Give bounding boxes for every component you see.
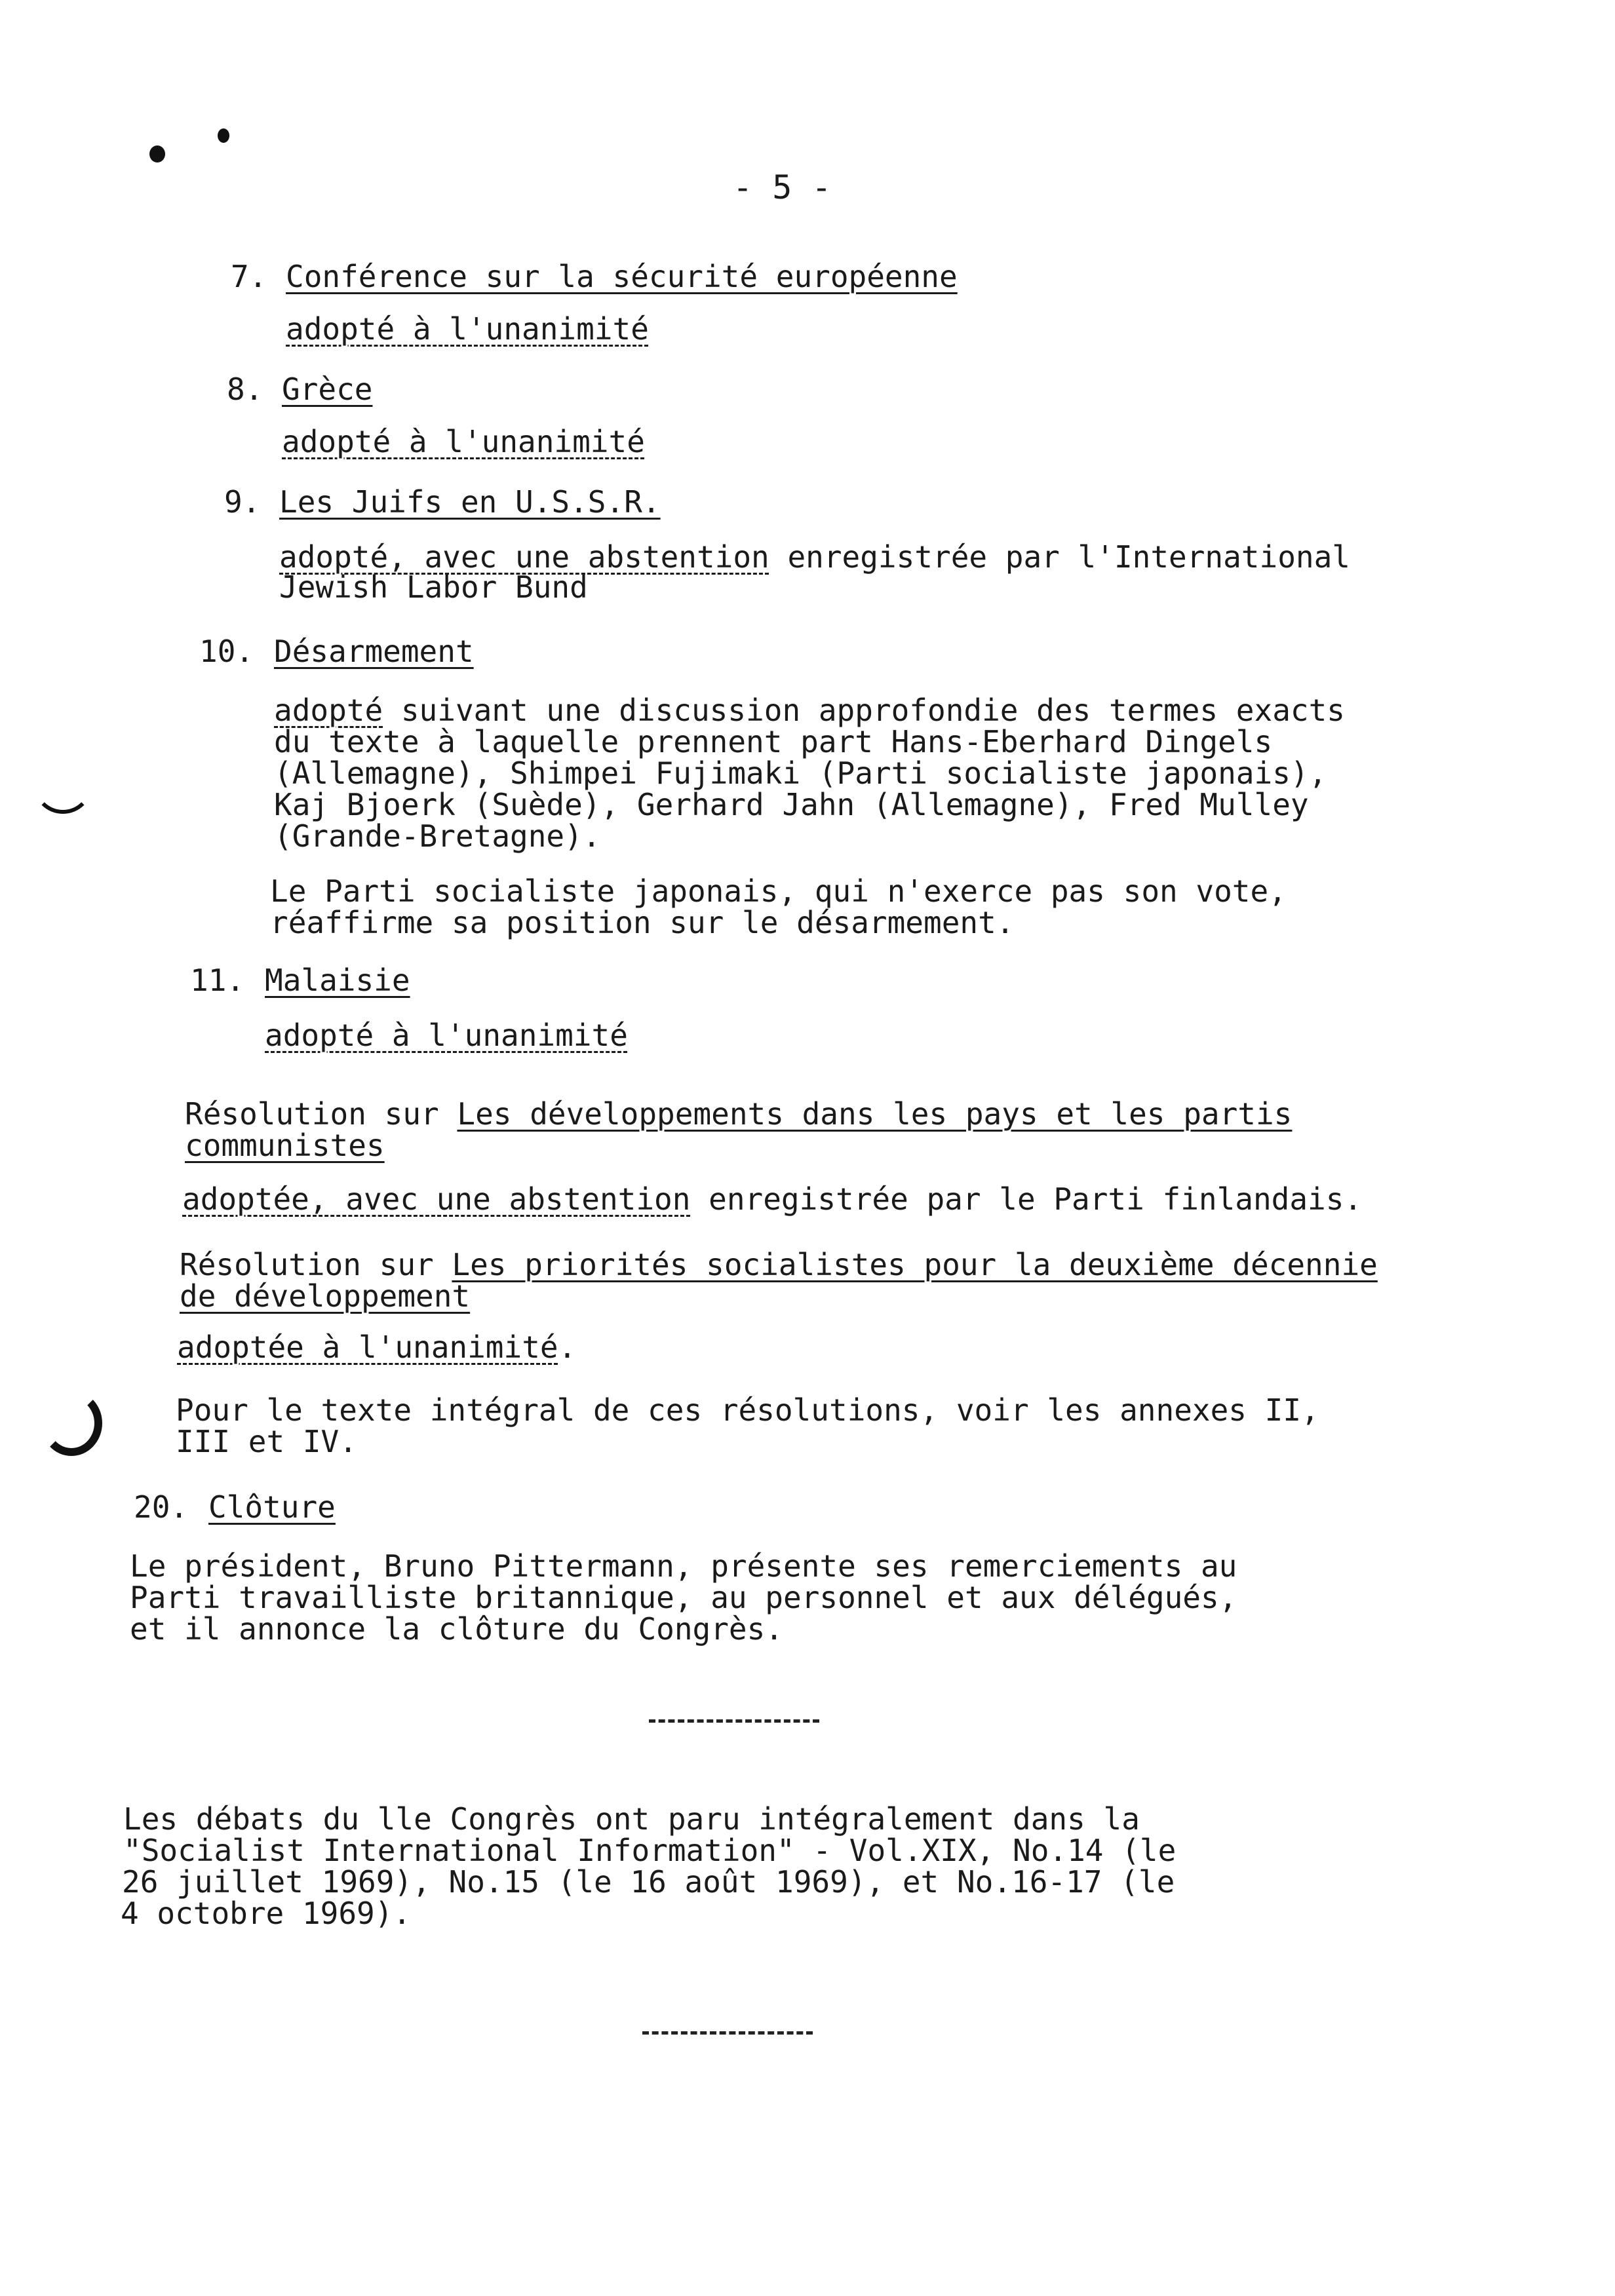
- status-underlined: adoptée à l'unanimité: [177, 1330, 558, 1365]
- footnote-line: 4 octobre 1969).: [121, 1896, 412, 1931]
- item-paragraph-line: [274, 695, 1345, 726]
- item-title: Désarmement: [274, 634, 474, 669]
- status-underlined: adopté, avec une abstention: [279, 539, 769, 575]
- item-status-line2: Jewish Labor Bund: [279, 569, 588, 605]
- item-paragraph-line: (Grande-Bretagne).: [274, 818, 601, 854]
- status-rest: .: [558, 1330, 577, 1365]
- item-number: 10.: [199, 634, 254, 669]
- separator-rule: [642, 2031, 813, 2035]
- status-rest: enregistrée par l'International: [769, 539, 1350, 575]
- resolution-prefix: Résolution sur: [180, 1247, 452, 1282]
- resolution-line: [185, 1098, 1292, 1130]
- punch-mark-left: [149, 145, 165, 163]
- resolution-title-line2: de développement: [180, 1278, 471, 1314]
- status-rest: enregistrée par le Parti finlandais.: [690, 1181, 1363, 1217]
- section-number: 20.: [134, 1489, 189, 1525]
- resolution-status: [182, 1183, 1362, 1215]
- item-paragraph-line: réaffirme sa position sur le désarmement.: [270, 905, 1015, 940]
- item-number: 7.: [231, 259, 267, 294]
- item-number: 8.: [227, 372, 263, 407]
- footnote-line: "Socialist International Information" - Vol.XIX, No.14 (le: [123, 1833, 1177, 1868]
- annex-note-line: III et IV.: [176, 1424, 357, 1459]
- item-status: [279, 541, 1350, 573]
- resolution-line: [180, 1249, 1378, 1280]
- section-text-line: Le président, Bruno Pittermann, présente ses remerciements au: [130, 1548, 1237, 1584]
- item-paragraph-line: du texte à laquelle prennent part Hans-Eberhard Dingels: [274, 724, 1273, 759]
- separator-rule: [649, 1719, 819, 1723]
- item-title: Conférence sur la sécurité européenne: [286, 259, 958, 294]
- resolution-prefix: Résolution sur: [185, 1096, 457, 1132]
- section-title: Clôture: [208, 1489, 336, 1525]
- resolution-status: [177, 1331, 576, 1363]
- annex-note-line: Pour le texte intégral de ces résolutions, voir les annexes II,: [176, 1392, 1319, 1428]
- page-number: - 5 -: [733, 168, 832, 206]
- footnote-line: Les débats du lle Congrès ont paru intégralement dans la: [123, 1801, 1140, 1837]
- item-title: Grèce: [282, 372, 373, 407]
- resolution-title: Les développements dans les pays et les partis: [457, 1096, 1293, 1132]
- item-title: Les Juifs en U.S.S.R.: [279, 484, 661, 520]
- item-title: Malaisie: [265, 963, 410, 998]
- resolution-title-line2: communistes: [185, 1128, 385, 1163]
- item-number: 9.: [224, 484, 261, 520]
- status-underlined: adopté: [274, 693, 383, 728]
- binder-arc-lower: [41, 1390, 102, 1456]
- paragraph-rest: suivant une discussion approfondie des termes exacts: [383, 693, 1345, 728]
- section-text-line: et il annonce la clôture du Congrès.: [130, 1611, 783, 1647]
- punch-mark-right: [218, 128, 229, 143]
- status-underlined: adoptée, avec une abstention: [182, 1181, 691, 1217]
- footnote-line: 26 juillet 1969), No.15 (le 16 août 1969), et No.16-17 (le: [122, 1864, 1175, 1900]
- item-paragraph-line: Le Parti socialiste japonais, qui n'exerce pas son vote,: [270, 873, 1287, 909]
- item-status: adopté à l'unanimité: [286, 311, 649, 347]
- item-paragraph-line: (Allemagne), Shimpei Fujimaki (Parti socialiste japonais),: [274, 756, 1327, 791]
- item-number: 11.: [190, 963, 245, 998]
- resolution-title: Les priorités socialistes pour la deuxième décennie: [452, 1247, 1378, 1282]
- item-paragraph-line: Kaj Bjoerk (Suède), Gerhard Jahn (Allemagne), Fred Mulley: [274, 787, 1309, 822]
- section-text-line: Parti travailliste britannique, au personnel et aux délégués,: [130, 1580, 1237, 1615]
- binder-arc-upper: [33, 754, 93, 814]
- item-status: adopté à l'unanimité: [265, 1018, 628, 1053]
- item-status: adopté à l'unanimité: [282, 424, 645, 459]
